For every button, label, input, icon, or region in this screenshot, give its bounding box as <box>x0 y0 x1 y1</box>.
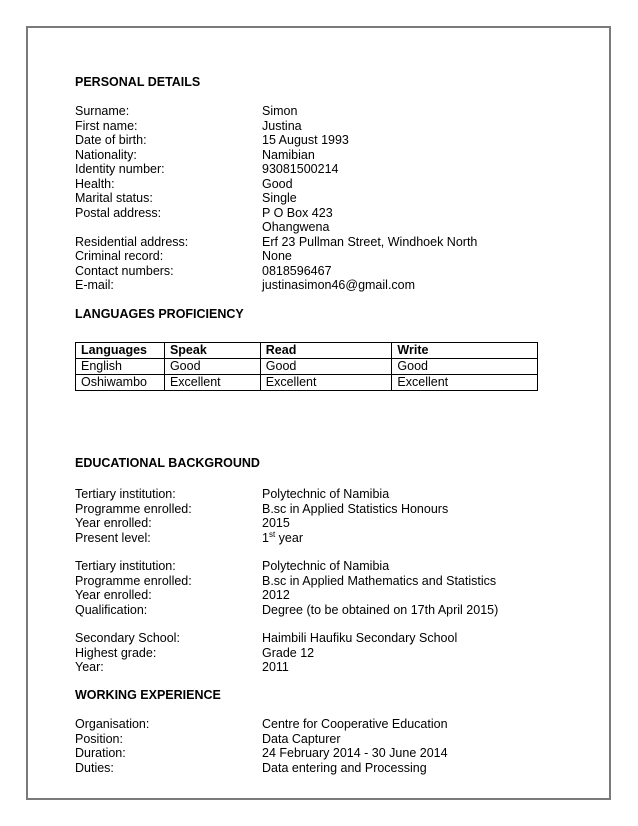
detail-row <box>75 487 555 502</box>
detail-row <box>75 646 555 661</box>
detail-label: Postal address: <box>75 205 162 220</box>
detail-value: 2011 <box>262 660 289 674</box>
detail-label: Programme enrolled: <box>75 573 192 588</box>
detail-value: B.sc in Applied Mathematics and Statistics <box>262 573 497 588</box>
detail-row <box>75 206 555 221</box>
detail-label: Duration: <box>75 746 126 760</box>
detail-row <box>75 574 555 589</box>
detail-value: Justina <box>262 118 302 133</box>
detail-row <box>75 235 555 250</box>
detail-label: First name: <box>75 118 138 133</box>
detail-row <box>75 220 555 235</box>
detail-row <box>75 278 555 293</box>
table-cell: Excellent <box>392 375 538 391</box>
table-cell: Good <box>260 359 392 375</box>
detail-row <box>75 588 555 603</box>
detail-value: P O Box 423 <box>262 205 333 220</box>
level-suffix: year <box>275 530 303 545</box>
detail-value <box>262 531 303 546</box>
detail-row <box>75 660 555 675</box>
detail-label: Organisation: <box>75 717 150 731</box>
email-value: justinasimon46@gmail.com <box>262 278 416 292</box>
detail-value: 93081500214 <box>262 162 339 176</box>
detail-row <box>75 264 555 279</box>
detail-row <box>75 531 555 546</box>
detail-label: E-mail: <box>75 278 114 292</box>
detail-label: Identity number: <box>75 162 165 176</box>
detail-label: Programme enrolled: <box>75 501 192 516</box>
detail-row <box>75 631 555 646</box>
detail-value: Simon <box>262 104 298 118</box>
detail-label: Tertiary institution: <box>75 487 176 501</box>
detail-value: 2012 <box>262 588 290 602</box>
languages-table <box>75 342 538 391</box>
detail-row <box>75 502 555 517</box>
detail-value: 15 August 1993 <box>262 133 349 147</box>
detail-value: Erf 23 Pullman Street, Windhoek North <box>262 234 478 249</box>
detail-label: Tertiary institution: <box>75 559 176 573</box>
column-header: Languages <box>76 343 165 359</box>
education-block-1 <box>75 487 555 545</box>
detail-label: Present level: <box>75 530 151 545</box>
detail-value: Centre for Cooperative Education <box>262 717 448 731</box>
column-header: Read <box>260 343 392 359</box>
detail-label: Qualification: <box>75 602 148 617</box>
detail-row <box>75 761 555 776</box>
education-block-2 <box>75 559 555 617</box>
detail-label: Year enrolled: <box>75 516 152 530</box>
table-cell: Oshiwambo <box>76 375 165 391</box>
detail-value: Good <box>262 176 293 191</box>
detail-value: Ohangwena <box>262 220 330 234</box>
work-heading: WORKING EXPERIENCE <box>75 688 221 702</box>
detail-value: Data Capturer <box>262 731 341 746</box>
detail-value: Data entering and Processing <box>262 760 427 775</box>
column-header: Speak <box>164 343 260 359</box>
education-heading: EDUCATIONAL BACKGROUND <box>75 456 260 470</box>
detail-label: Nationality: <box>75 147 137 162</box>
table-cell: Excellent <box>164 375 260 391</box>
detail-label: Secondary School: <box>75 631 180 645</box>
detail-row <box>75 148 555 163</box>
detail-row <box>75 119 555 134</box>
detail-value: Single <box>262 191 297 205</box>
detail-label: Health: <box>75 176 115 191</box>
detail-row <box>75 162 555 177</box>
detail-value: Polytechnic of Namibia <box>262 487 390 501</box>
detail-row <box>75 746 555 761</box>
level-number: 1 <box>262 530 269 545</box>
level-ordinal: st <box>268 529 276 539</box>
work-list <box>75 717 555 775</box>
detail-value: Polytechnic of Namibia <box>262 559 390 573</box>
detail-value: Namibian <box>262 147 315 162</box>
detail-value: 24 February 2014 - 30 June 2014 <box>262 746 448 760</box>
detail-row <box>75 249 555 264</box>
table-row <box>76 359 538 375</box>
detail-value: Degree (to be obtained on 17th April 2015) <box>262 602 499 617</box>
detail-value: None <box>262 249 292 263</box>
table-cell: Good <box>392 359 538 375</box>
column-header: Write <box>392 343 538 359</box>
detail-row <box>75 177 555 192</box>
detail-value: Grade 12 <box>262 645 315 660</box>
detail-label: Highest grade: <box>75 645 157 660</box>
detail-row <box>75 516 555 531</box>
detail-label: Surname: <box>75 104 130 118</box>
detail-value: B.sc in Applied Statistics Honours <box>262 501 449 516</box>
detail-value: Haimbili Haufiku Secondary School <box>262 631 458 645</box>
detail-label <box>75 220 262 235</box>
table-cell: Excellent <box>260 375 392 391</box>
detail-label: Position: <box>75 731 123 746</box>
languages-heading: LANGUAGES PROFICIENCY <box>75 307 244 321</box>
detail-row <box>75 191 555 206</box>
detail-label: Duties: <box>75 760 114 775</box>
detail-row <box>75 732 555 747</box>
detail-label: Marital status: <box>75 191 153 205</box>
detail-row <box>75 133 555 148</box>
detail-row <box>75 104 555 119</box>
detail-row <box>75 603 555 618</box>
detail-label: Date of birth: <box>75 133 147 147</box>
table-cell: Good <box>164 359 260 375</box>
detail-label: Residential address: <box>75 234 189 249</box>
table-row <box>76 375 538 391</box>
detail-row <box>75 559 555 574</box>
detail-row <box>75 717 555 732</box>
personal-details-list <box>75 104 555 293</box>
detail-label: Year: <box>75 660 104 674</box>
personal-details-heading: PERSONAL DETAILS <box>75 75 201 89</box>
detail-value: 2015 <box>262 516 290 530</box>
detail-label: Contact numbers: <box>75 263 174 278</box>
detail-value: 0818596467 <box>262 263 332 278</box>
detail-label: Criminal record: <box>75 249 164 263</box>
detail-label: Year enrolled: <box>75 588 152 602</box>
education-block-3 <box>75 631 555 675</box>
table-header-row <box>76 343 538 359</box>
table-cell: English <box>76 359 165 375</box>
